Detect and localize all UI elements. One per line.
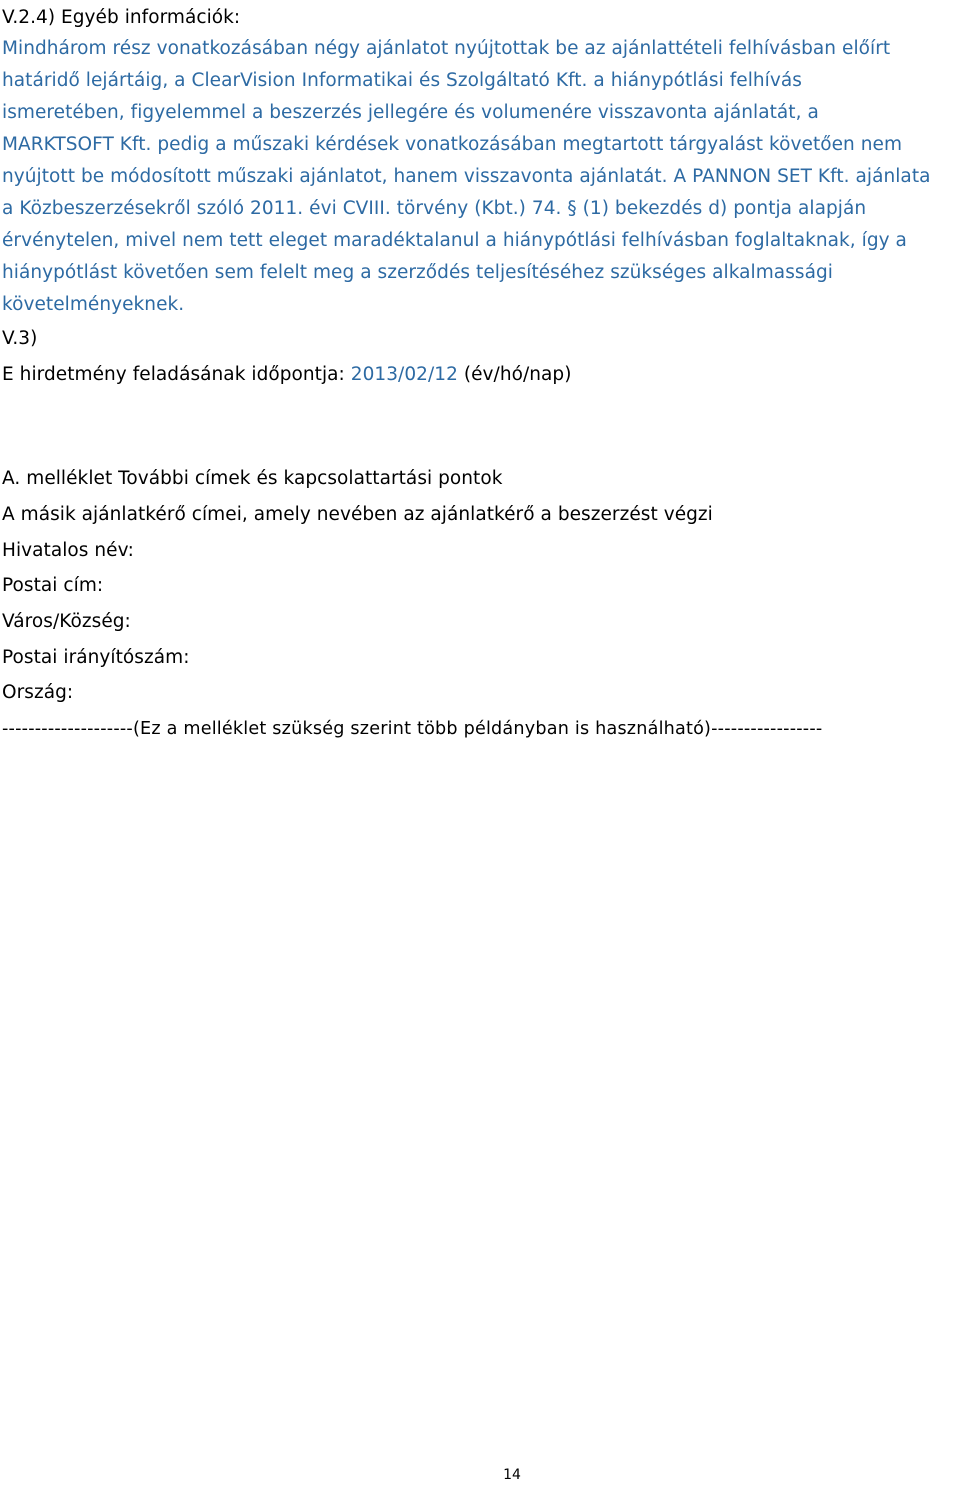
info-line-6: a Közbeszerzésekről szóló 2011. évi CVIII. törvény (Kbt.) 74. § (1) bekezdés d) pontja alapján (2, 198, 867, 219)
field-official-name: Hivatalos név: (2, 540, 134, 561)
field-postal-code: Postai irányítószám: (2, 647, 190, 668)
info-line-5: nyújtott be módosított műszaki ajánlatot, hanem visszavonta ajánlatát. A PANNON SET Kft. ajánlata (2, 166, 931, 187)
dispatch-date-label: E hirdetmény feladásának időpontja: (2, 364, 345, 385)
dispatch-date-row (2, 362, 572, 388)
field-postal-address: Postai cím: (2, 575, 104, 596)
annex-subtitle: A másik ajánlatkérő címei, amely nevében az ajánlatkérő a beszerzést végzi (2, 504, 713, 525)
annex-separator: --------------------(Ez a melléklet szükség szerint több példányban is használható)----------------- (2, 719, 823, 739)
info-line-8: hiánypótlást követően sem felelt meg a szerződés teljesítéséhez szükséges alkalmassági (2, 262, 833, 283)
annex-title: A. melléklet További címek és kapcsolattartási pontok (2, 468, 503, 489)
field-city: Város/Község: (2, 611, 131, 632)
page-number: 14 (503, 1467, 521, 1483)
info-line-1: Mindhárom rész vonatkozásában négy ajánlatot nyújtottak be az ajánlattételi felhívásban előírt (2, 38, 891, 59)
dispatch-date-format: (év/hó/nap) (463, 364, 572, 385)
info-line-7: érvénytelen, mivel nem tett eleget maradéktalanul a hiánypótlási felhívásban foglaltaknak, így a (2, 230, 907, 251)
field-country: Ország: (2, 682, 74, 703)
dispatch-date-value: 2013/02/12 (350, 364, 458, 385)
section-v3-label: V.3) (2, 328, 38, 349)
info-line-9: követelményeknek. (2, 294, 185, 315)
section-heading: V.2.4) Egyéb információk: (2, 7, 241, 28)
info-line-4: MARKTSOFT Kft. pedig a műszaki kérdések vonatkozásában megtartott tárgyalást követően nem (2, 134, 903, 155)
info-line-2: határidő lejártáig, a ClearVision Informatikai és Szolgáltató Kft. a hiánypótlási felhívás (2, 70, 802, 91)
info-line-3: ismeretében, figyelemmel a beszerzés jellegére és volumenére visszavonta ajánlatát, a (2, 102, 819, 123)
